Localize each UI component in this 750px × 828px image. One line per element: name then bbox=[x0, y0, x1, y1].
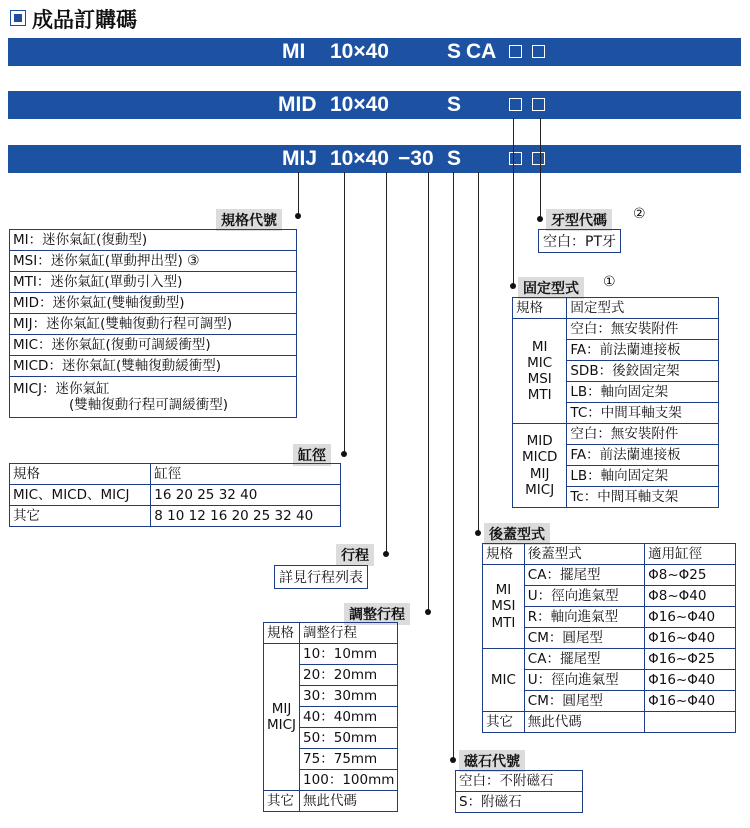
mount-placeholder-box bbox=[509, 45, 522, 58]
option-cell: LB：軸向固定架 bbox=[567, 466, 719, 487]
thread-value: 空白：PT牙 bbox=[538, 229, 621, 253]
adj-stroke-label: 調整行程 bbox=[344, 603, 410, 625]
option-cell: CM：圓尾型 bbox=[524, 691, 644, 712]
option-cell: U：徑向進氣型 bbox=[524, 586, 644, 607]
leader-dot bbox=[537, 216, 543, 222]
spec-item: MIC：迷你氣缸(復動可調緩衝型) bbox=[10, 335, 297, 356]
header-cell: 固定型式 bbox=[567, 298, 719, 319]
header-cell: 缸徑 bbox=[151, 464, 341, 485]
leader-dot bbox=[475, 530, 481, 536]
note-2: ② bbox=[633, 206, 646, 222]
code-series: MID bbox=[278, 93, 317, 116]
spec-item: MI：迷你氣缸(復動型) bbox=[10, 230, 297, 251]
option-cell: 50：50mm bbox=[300, 728, 398, 749]
spec-cell: 其它 bbox=[483, 712, 525, 733]
table-cell: MIC、MICD、MICJ bbox=[10, 485, 151, 506]
mount-label: 固定型式 bbox=[518, 277, 584, 299]
stroke-value: 詳見行程列表 bbox=[274, 565, 368, 589]
magnet-table bbox=[455, 770, 583, 813]
code-size: 10×40 bbox=[330, 40, 389, 63]
code-size: 10×40 bbox=[330, 93, 389, 116]
page-title: 成品訂購碼 bbox=[32, 8, 137, 32]
title-square-icon bbox=[10, 10, 26, 26]
option-cell: CA：擺尾型 bbox=[524, 565, 644, 586]
bore-cell: Φ8~Φ40 bbox=[645, 586, 736, 607]
option-cell: CA：擺尾型 bbox=[524, 649, 644, 670]
spec-item: MICD：迷你氣缸(雙軸復動緩衝型) bbox=[10, 356, 297, 377]
spec-cell: MIJ MICJ bbox=[264, 644, 300, 791]
header-cell: 規格 bbox=[10, 464, 151, 485]
option-cell: 40：40mm bbox=[300, 707, 398, 728]
leader-dot bbox=[383, 551, 389, 557]
spec-item: MSI：迷你氣缸(單動押出型) ③ bbox=[10, 251, 297, 272]
spec-table bbox=[9, 229, 297, 418]
option-cell: 10：10mm bbox=[300, 644, 398, 665]
code-series: MI bbox=[282, 40, 306, 63]
note-1: ① bbox=[603, 274, 616, 290]
option-cell: 無此代碼 bbox=[300, 791, 398, 812]
adj-stroke-table bbox=[263, 622, 398, 812]
thread-placeholder-box bbox=[532, 98, 545, 111]
spec-cell: MIC bbox=[483, 649, 525, 712]
bore-cell: Φ16~Φ40 bbox=[645, 607, 736, 628]
spec-cell: MID MICD MIJ MICJ bbox=[513, 424, 567, 508]
mount-table bbox=[512, 297, 719, 508]
bore-table bbox=[9, 463, 341, 527]
header-cell: 規格 bbox=[264, 623, 300, 644]
code-stroke: −30 bbox=[398, 147, 434, 170]
spec-item: MICJ：迷你氣缸 (雙軸復動行程可調緩衝型) bbox=[10, 377, 297, 418]
header-cell: 調整行程 bbox=[300, 623, 398, 644]
option-cell: 100：100mm bbox=[300, 770, 398, 791]
option-cell: R：軸向進氣型 bbox=[524, 607, 644, 628]
option-cell: 空白：不附磁石 bbox=[456, 771, 583, 792]
thread-placeholder-box bbox=[532, 152, 545, 165]
bore-label: 缸徑 bbox=[293, 444, 331, 466]
header-cell: 適用缸徑 bbox=[645, 544, 736, 565]
leader-mount bbox=[513, 118, 514, 286]
stroke-label: 行程 bbox=[336, 544, 374, 566]
bore-cell: Φ16~Φ25 bbox=[645, 649, 736, 670]
spec-label: 規格代號 bbox=[216, 209, 282, 231]
leader-spec bbox=[298, 172, 299, 216]
option-cell: 空白：無安裝附件 bbox=[567, 424, 719, 445]
code-series: MIJ bbox=[282, 147, 318, 170]
leader-cover bbox=[478, 172, 479, 533]
spec-item: MID：迷你氣缸(雙軸復動型) bbox=[10, 293, 297, 314]
mount-placeholder-box bbox=[509, 98, 522, 111]
leader-stroke bbox=[386, 172, 387, 554]
spec-item: MTI：迷你氣缸(單動引入型) bbox=[10, 272, 297, 293]
leader-dot bbox=[450, 757, 456, 763]
spec-cell: MI MIC MSI MTI bbox=[513, 319, 567, 424]
leader-dot bbox=[295, 213, 301, 219]
option-cell: LB：軸向固定架 bbox=[567, 382, 719, 403]
thread-label: 牙型代碼 bbox=[546, 209, 612, 231]
code-cover: CA bbox=[466, 40, 497, 63]
mount-placeholder-box bbox=[509, 152, 522, 165]
leader-bore bbox=[344, 172, 345, 454]
header-cell: 規格 bbox=[483, 544, 525, 565]
table-cell: 8 10 12 16 20 25 32 40 bbox=[151, 506, 341, 527]
option-cell: 空白：無安裝附件 bbox=[567, 319, 719, 340]
magnet-label: 磁石代號 bbox=[459, 750, 525, 772]
option-cell: 無此代碼 bbox=[524, 712, 644, 733]
spec-cell: MI MSI MTI bbox=[483, 565, 525, 649]
option-cell: 30：30mm bbox=[300, 686, 398, 707]
option-cell: Tc：中間耳軸支架 bbox=[567, 487, 719, 508]
bore-cell: Φ16~Φ40 bbox=[645, 670, 736, 691]
code-size: 10×40 bbox=[330, 147, 389, 170]
note-3: ③ bbox=[187, 252, 200, 269]
bore-cell: Φ8~Φ25 bbox=[645, 565, 736, 586]
option-cell: TC：中間耳軸支架 bbox=[567, 403, 719, 424]
bore-cell: Φ16~Φ40 bbox=[645, 628, 736, 649]
table-cell: 16 20 25 32 40 bbox=[151, 485, 341, 506]
option-cell: S：附磁石 bbox=[456, 792, 583, 813]
code-magnet: S bbox=[447, 147, 462, 170]
option-cell: SDB：後鉸固定架 bbox=[567, 361, 719, 382]
cover-table bbox=[482, 543, 736, 733]
bore-cell bbox=[645, 712, 736, 733]
option-cell: FA：前法蘭連接板 bbox=[567, 340, 719, 361]
spec-item: MIJ：迷你氣缸(雙軸復動行程可調型) bbox=[10, 314, 297, 335]
code-magnet: S bbox=[447, 40, 462, 63]
header-cell: 後蓋型式 bbox=[524, 544, 644, 565]
leader-magnet bbox=[453, 172, 454, 760]
table-cell: 其它 bbox=[10, 506, 151, 527]
bore-cell: Φ16~Φ40 bbox=[645, 691, 736, 712]
cover-label: 後蓋型式 bbox=[484, 523, 550, 545]
option-cell: U：徑向進氣型 bbox=[524, 670, 644, 691]
option-cell: FA：前法蘭連接板 bbox=[567, 445, 719, 466]
leader-dot bbox=[425, 609, 431, 615]
thread-placeholder-box bbox=[532, 45, 545, 58]
leader-adj-stroke bbox=[428, 172, 429, 612]
option-cell: 75：75mm bbox=[300, 749, 398, 770]
header-cell: 規格 bbox=[513, 298, 567, 319]
option-cell: CM：圓尾型 bbox=[524, 628, 644, 649]
code-magnet: S bbox=[447, 93, 462, 116]
option-cell: 20：20mm bbox=[300, 665, 398, 686]
leader-dot bbox=[510, 283, 516, 289]
leader-dot bbox=[341, 451, 347, 457]
leader-thread bbox=[540, 118, 541, 219]
spec-cell: 其它 bbox=[264, 791, 300, 812]
